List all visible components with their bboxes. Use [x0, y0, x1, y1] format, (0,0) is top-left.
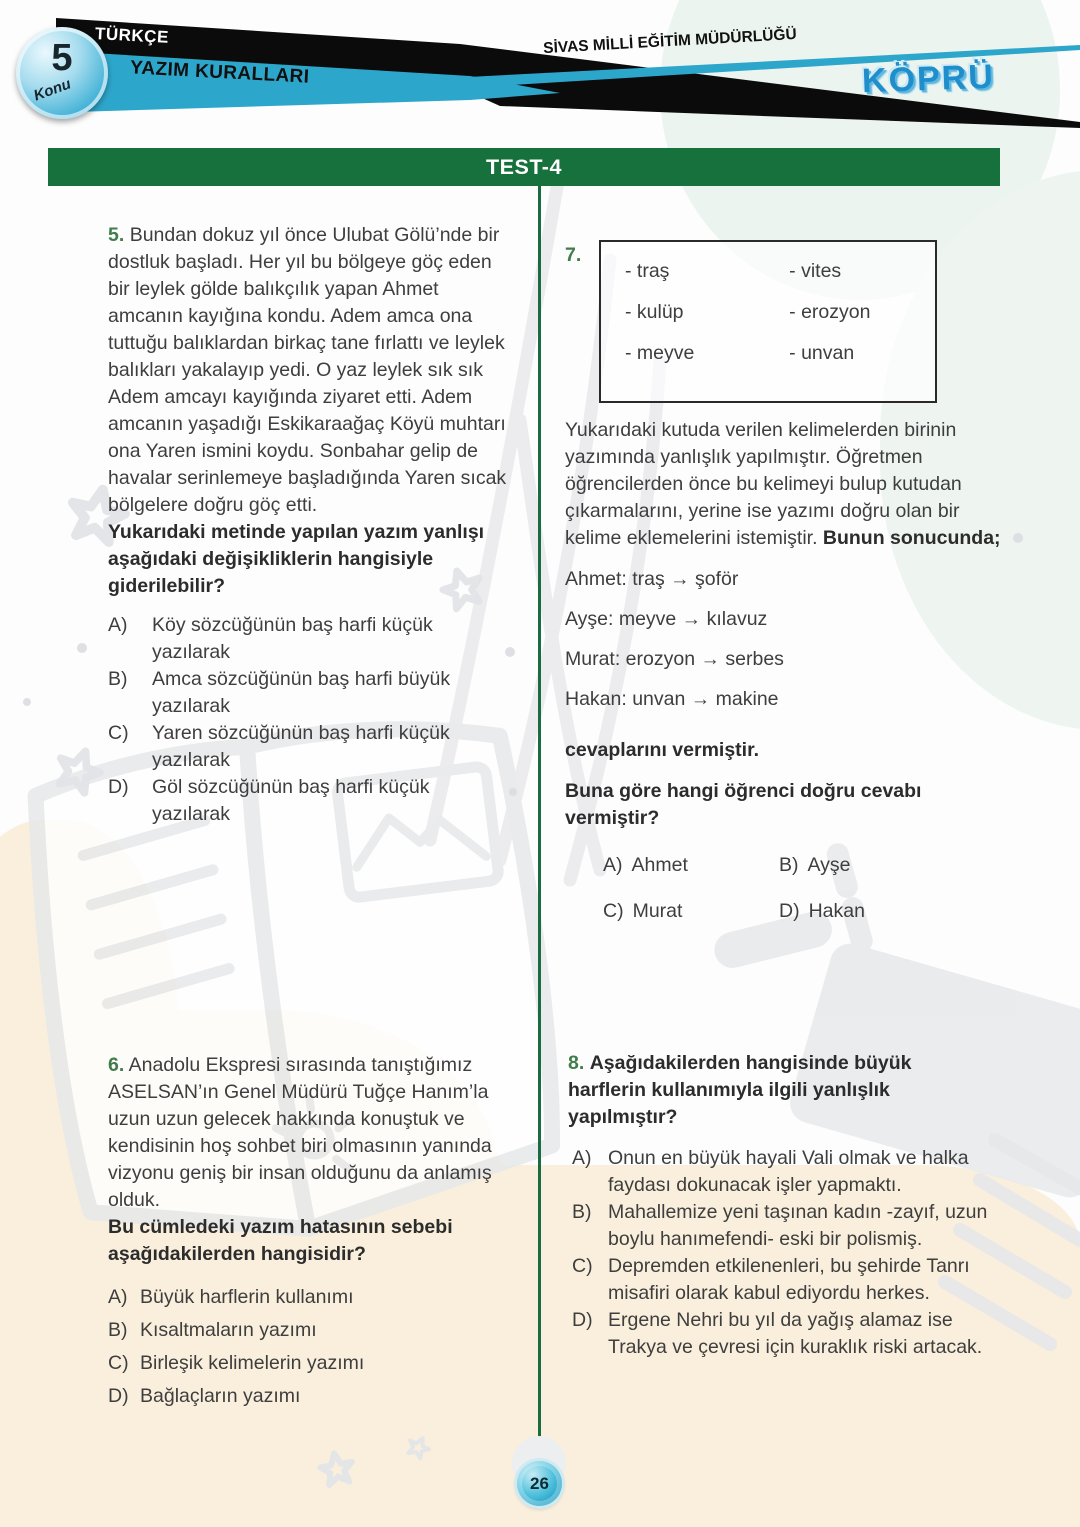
- question-8-options: [568, 1145, 992, 1361]
- option-d: [568, 1307, 992, 1361]
- subject-banner-label: TÜRKÇE: [94, 24, 170, 47]
- option-label: B): [779, 854, 799, 876]
- box-word: - erozyon: [789, 301, 871, 323]
- option-label: C): [108, 722, 129, 744]
- question-6-text: [108, 1052, 510, 1214]
- question-5-passage: Bundan dokuz yıl önce Ulubat Gölü’nde bir dostluk başladı. Her yıl bu bölgeye göç eden bir leylek gölde balıkçılık yapan Ahmet amcanın kayığına kondu. Adem amca ona tuttuğu balıklardan birkaç tane fırlattı ve leylek balıkları yakalayıp yedi. O yaz leylek sık sık Adem amcayı kayığında ziyaret etti. Adem amcanın yaşadığı Eskikaraağaç Köyü muhtarı ona Yaren ismini koydu. Sonbahar gelip de havalar serinlemeye başladığında Yaren sıcak bölgelere doğru göç etti.: [108, 224, 507, 516]
- question-8-stem: [568, 1050, 992, 1131]
- option-text: Depremden etkilenenleri, bu şehirde Tanrı misafiri olarak kabul ediyordu herkes.: [608, 1255, 970, 1304]
- page-header: [0, 0, 1080, 215]
- institution-title: SİVAS MİLLİ EĞİTİM MÜDÜRLÜĞÜ: [542, 25, 798, 58]
- option-text: Göl sözcüğünün baş harfi küçük yazılarak: [152, 776, 430, 825]
- option-label: D): [108, 776, 129, 798]
- question-8: [568, 1050, 992, 1361]
- word-box: [599, 240, 937, 403]
- topic-banner-label: YAZIM KURALLARI: [129, 57, 310, 88]
- option-text: Onun en büyük hayali Vali olmak ve halka faydası dokunacak işler yapmaktı.: [608, 1147, 969, 1196]
- option-label: C): [603, 900, 624, 922]
- column-divider: [538, 186, 541, 1442]
- option-text: Ahmet: [631, 854, 688, 876]
- option-text: Hakan: [808, 900, 865, 922]
- question-6: [108, 1052, 510, 1416]
- test-title: TEST-4: [486, 154, 562, 179]
- option-label: A): [108, 1286, 128, 1308]
- option-a: [108, 1284, 510, 1311]
- option-label: D): [572, 1309, 593, 1331]
- student-answer: Ayşe: meyve → kılavuz: [565, 608, 768, 630]
- option-text: Amca sözcüğünün baş harfi büyük yazılarak: [152, 668, 451, 717]
- test-title-bar: [48, 148, 1000, 186]
- option-c: [108, 720, 510, 774]
- question-7-student-answers: [565, 566, 1003, 713]
- question-5: [108, 222, 510, 828]
- question-7-number: 7.: [565, 244, 582, 266]
- page-number-badge: [517, 1461, 562, 1506]
- option-label: A): [603, 854, 623, 876]
- question-7-stem: Buna göre hangi öğrenci doğru cevabı vermiştir?: [565, 780, 922, 829]
- option-text: Murat: [632, 900, 683, 922]
- option-text: Yaren sözcüğünün baş harfi küçük yazılarak: [152, 722, 450, 771]
- lesson-label: Konu: [31, 75, 74, 105]
- lesson-number: 5: [51, 37, 73, 79]
- question-5-stem: Yukarıdaki metinde yapılan yazım yanlışı aşağıdaki değişikliklerin hangisiyle giderilebilir?: [108, 521, 485, 597]
- option-text: Bağlaçların yazımı: [140, 1385, 301, 1407]
- box-word: - meyve: [625, 342, 695, 364]
- question-6-passage: Anadolu Ekspresi sırasında tanıştığımız ASELSAN’ın Genel Müdürü Tuğçe Hanım’la uzun uzun gelecek hakkında konuştuk ve kendisinin hoş sohbet biri olmasının yanında vizyonu geniş bir insan olduğunu da anlamış olduk.: [108, 1054, 492, 1211]
- option-label: D): [779, 900, 800, 922]
- option-a: [108, 612, 510, 666]
- question-6-number: 6.: [108, 1054, 125, 1076]
- option-c: [568, 1253, 992, 1307]
- question-7-text: [565, 417, 1003, 552]
- box-word: - kulüp: [625, 301, 684, 323]
- question-6-stem: Bu cümledeki yazım hatasının sebebi aşağıdakilerden hangisidir?: [108, 1216, 453, 1265]
- option-d: [108, 774, 510, 828]
- option-text: Ergene Nehri bu yıl da yağış alamaz ise Trakya ve çevresi için kuraklık riski artacak.: [608, 1309, 983, 1358]
- brand-logo: KÖPRÜ: [861, 57, 996, 101]
- option-b: [568, 1199, 992, 1253]
- question-8-number: 8.: [568, 1052, 585, 1074]
- option-b: [108, 1317, 510, 1344]
- option-label: B): [108, 668, 128, 690]
- question-5-options: [108, 612, 510, 828]
- option-label: B): [108, 1319, 128, 1341]
- question-7: [565, 222, 1003, 925]
- option-a: [603, 852, 779, 879]
- option-text: Kısaltmaların yazımı: [140, 1319, 317, 1341]
- option-text: Büyük harflerin kullanımı: [140, 1286, 354, 1308]
- question-5-text: [108, 222, 510, 519]
- option-text: Birleşik kelimelerin yazımı: [140, 1352, 365, 1374]
- option-c: [108, 1350, 510, 1377]
- option-a: [568, 1145, 992, 1199]
- option-label: B): [572, 1201, 592, 1223]
- option-label: A): [572, 1147, 592, 1169]
- question-7-passage: Yukarıdaki kutuda verilen kelimelerden birinin yazımında yanlışlık yapılmıştır. Öğretmen öğrencilerden önce bu kelimeyi bulup kutudan çıkarmalarını, yerine ise yazımı doğru olan bir kelime eklemelerini istemiştir.: [565, 419, 962, 549]
- option-text: Mahallemize yeni taşınan kadın -zayıf, uzun boylu hanımefendi- eski bir polismiş.: [608, 1201, 988, 1250]
- question-6-options: [108, 1284, 510, 1410]
- option-text: Ayşe: [807, 854, 851, 876]
- student-answer: Ahmet: traş → şoför: [565, 568, 739, 590]
- question-7-closing: cevaplarını vermiştir.: [565, 739, 760, 761]
- question-7-options: [603, 852, 1003, 925]
- question-8-stem-text: Aşağıdakilerden hangisinde büyük harflerin kullanımıyla ilgili yanlışlık yapılmıştır?: [568, 1052, 912, 1128]
- student-answer: Hakan: unvan → makine: [565, 688, 779, 710]
- box-word: - vites: [789, 260, 842, 282]
- option-b: [108, 666, 510, 720]
- option-d: [108, 1383, 510, 1410]
- box-word: - traş: [625, 260, 670, 282]
- question-5-number: 5.: [108, 224, 125, 246]
- question-7-box-area: [565, 240, 1003, 403]
- question-7-bold-lead: Bunun sonucunda;: [822, 527, 1001, 549]
- option-label: D): [108, 1385, 129, 1407]
- lesson-number-badge: [16, 27, 108, 119]
- option-d: [779, 898, 1003, 925]
- option-label: A): [108, 614, 128, 636]
- box-word: - unvan: [789, 342, 855, 364]
- option-b: [779, 852, 1003, 879]
- page-number: 26: [530, 1473, 549, 1493]
- option-label: C): [572, 1255, 593, 1277]
- option-label: C): [108, 1352, 129, 1374]
- option-text: Köy sözcüğünün baş harfi küçük yazılarak: [152, 614, 433, 663]
- student-answer: Murat: erozyon → serbes: [565, 648, 784, 670]
- option-c: [603, 898, 779, 925]
